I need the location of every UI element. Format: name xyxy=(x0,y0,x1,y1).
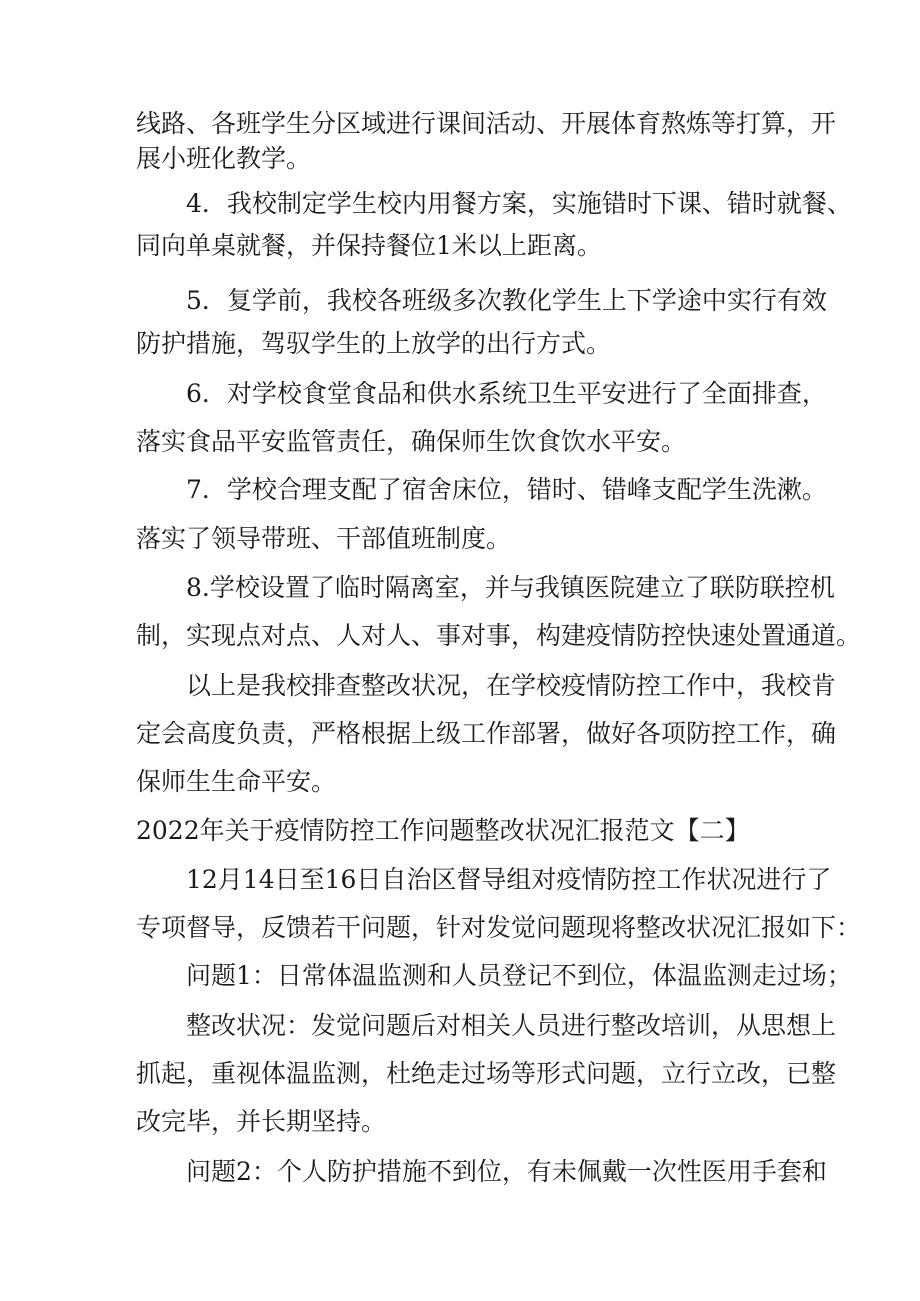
text-line: 专项督导，反馈若干问题，针对发觉问题现将整改状况汇报如下： xyxy=(136,913,862,942)
summary-paragraph: 以上是我校排查整改状况，在学校疫情防控工作中，我校肯 xyxy=(186,671,837,700)
text-line: 改完毕，并长期坚持。 xyxy=(136,1107,387,1136)
issue-1: 问题1：日常体温监测和人员登记不到位，体温监测走过场； xyxy=(186,961,852,990)
rectification-status: 整改状况：发觉问题后对相关人员进行整改培训，从思想上 xyxy=(186,1011,837,1040)
intro-paragraph: 12月14日至16日自治区督导组对疫情防控工作状况进行了 xyxy=(186,865,832,894)
text-line: 定会高度负责，严格根据上级工作部署，做好各项防控工作，确 xyxy=(136,719,837,748)
text-line: 保师生生命平安。 xyxy=(136,767,337,796)
list-item-7: 7．学校合理支配了宿舍床位，错时、错峰支配学生洗漱。 xyxy=(186,475,827,504)
text-line: 制，实现点对点、人对人、事对事，构建疫情防控快速处置通道。 xyxy=(136,621,862,650)
text-line: 落实了领导带班、干部值班制度。 xyxy=(136,524,512,553)
issue-2: 问题2：个人防护措施不到位，有未佩戴一次性医用手套和 xyxy=(186,1157,827,1186)
text-line: 防护措施，驾驭学生的上放学的出行方式。 xyxy=(136,329,612,358)
list-item-5: 5．复学前，我校各班级多次教化学生上下学途中实行有效 xyxy=(186,286,827,315)
text-line: 线路、各班学生分区域进行课间活动、开展体育熬炼等打算，开 xyxy=(136,109,837,138)
text-line: 落实食品平安监管责任，确保师生饮食饮水平安。 xyxy=(136,427,687,456)
list-item-4: 4．我校制定学生校内用餐方案，实施错时下课、错时就餐、 xyxy=(186,189,852,218)
list-item-6: 6．对学校食堂食品和供水系统卫生平安进行了全面排查， xyxy=(186,379,827,408)
text-line: 展小班化教学。 xyxy=(136,144,312,173)
list-item-8: 8.学校设置了临时隔离室，并与我镇医院建立了联防联控机 xyxy=(186,573,835,602)
text-line: 抓起，重视体温监测，杜绝走过场等形式问题，立行立改，已整 xyxy=(136,1059,837,1088)
text-line: 同向单桌就餐，并保持餐位1米以上距离。 xyxy=(136,231,602,260)
section-heading: 2022年关于疫情防控工作问题整改状况汇报范文【二】 xyxy=(136,816,750,845)
